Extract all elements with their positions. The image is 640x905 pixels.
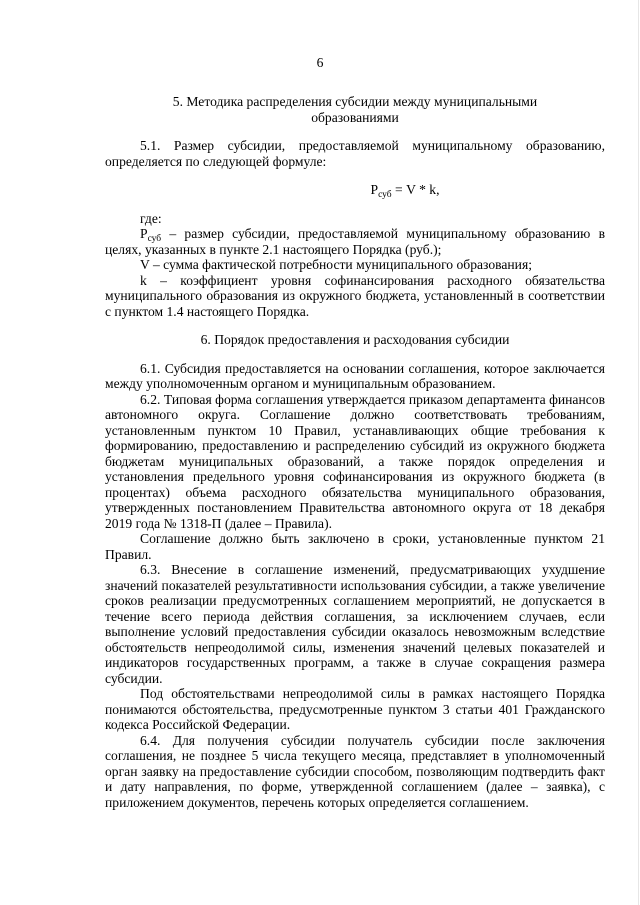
where-label: где: (140, 210, 162, 226)
section-5-heading-line1: 5. Методика распределения субсидии между муниципальными (172, 94, 538, 109)
formula-expression: = V * k, (391, 182, 440, 197)
definition-symbol: Р (140, 226, 148, 241)
section-5-heading-line2: образованиями (311, 109, 399, 125)
definition-text: – размер субсидии, предоставляемой муниципальному образованию в целях, указанных в пункте 2.1 настоящего Порядка (руб.); (105, 226, 605, 257)
paragraph-5-1: 5.1. Размер субсидии, предоставляемой муниципальному образованию, определяется по следующей формуле: (105, 138, 605, 169)
formula-subscript: суб (378, 190, 392, 200)
definition-subscript: суб (147, 234, 162, 244)
paragraph-6-2-deadline: Соглашение должно быть заключено в сроки, установленные пунктом 21 Правил. (105, 531, 605, 562)
paragraph-6-1: 6.1. Субсидия предоставляется на основании соглашения, которое заключается между уполномоченным органом и муниципальным образованием. (105, 360, 605, 391)
paragraph-6-4: 6.4. Для получения субсидии получатель субсидии после заключения соглашения, не позднее 5 числа текущего месяца, представляет в уполномоченный орган заявку на предоставление субсидии способом, позволяющим подтвердить факт и дату направления, по форме, утвержденной соглашением (далее – заявка), с приложением документов, перечень которых определяется соглашением. (105, 732, 605, 810)
definition-v: V – сумма фактической потребности муниципального образования; (140, 257, 532, 272)
section-6-heading: 6. Порядок предоставления и расходования субсидии (200, 332, 510, 347)
definition-p-sub (105, 226, 605, 257)
page-edge-line (638, 0, 639, 905)
document-body (105, 94, 605, 810)
paragraph-6-3-force-majeure: Под обстоятельствами непреодолимой силы в рамках настоящего Порядка понимаются обстоятельства, предусмотренные пунктом 3 статьи 401 Гражданского кодекса Российской Федерации. (105, 686, 605, 732)
page-number: 6 (316, 55, 324, 70)
formula-symbol: Р (370, 182, 379, 197)
formula (205, 182, 605, 198)
definition-k: k – коэффициент уровня софинансирования расходного обязательства муниципального образования из окружного бюджета, установленный в соответствии с пунктом 1.4 настоящего Порядка. (105, 272, 605, 319)
paragraph-6-2: 6.2. Типовая форма соглашения утверждается приказом департамента финансов автономного округа. Соглашение должно соответствовать требованиям, установленным пунктом 10 Правил, устанавливающих общие требования к формированию, предоставлению и распределению субсидий из окружного бюджета бюджетам муниципальных образований, а также порядок определения и установления предельного уровня софинансирования из окружного бюджета (в процентах) объема расходного обязательства муниципального образования, утвержденных постановлением Правительства автономного округа от 18 декабря 2019 года № 1318-П (далее – Правила). (105, 391, 605, 531)
paragraph-6-3: 6.3. Внесение в соглашение изменений, предусматривающих ухудшение значений показателей результативности использования субсидии, а также увеличение сроков реализации предусмотренных соглашением мероприятий, не допускается в течение всего периода действия соглашения, за исключением случаев, если выполнение условий предоставления субсидии оказалось невозможным вследствие обстоятельств непреодолимой силы, изменения значений целевых показателей и индикаторов государственных программ, а также в случае сокращения размера субсидии. (105, 562, 605, 686)
